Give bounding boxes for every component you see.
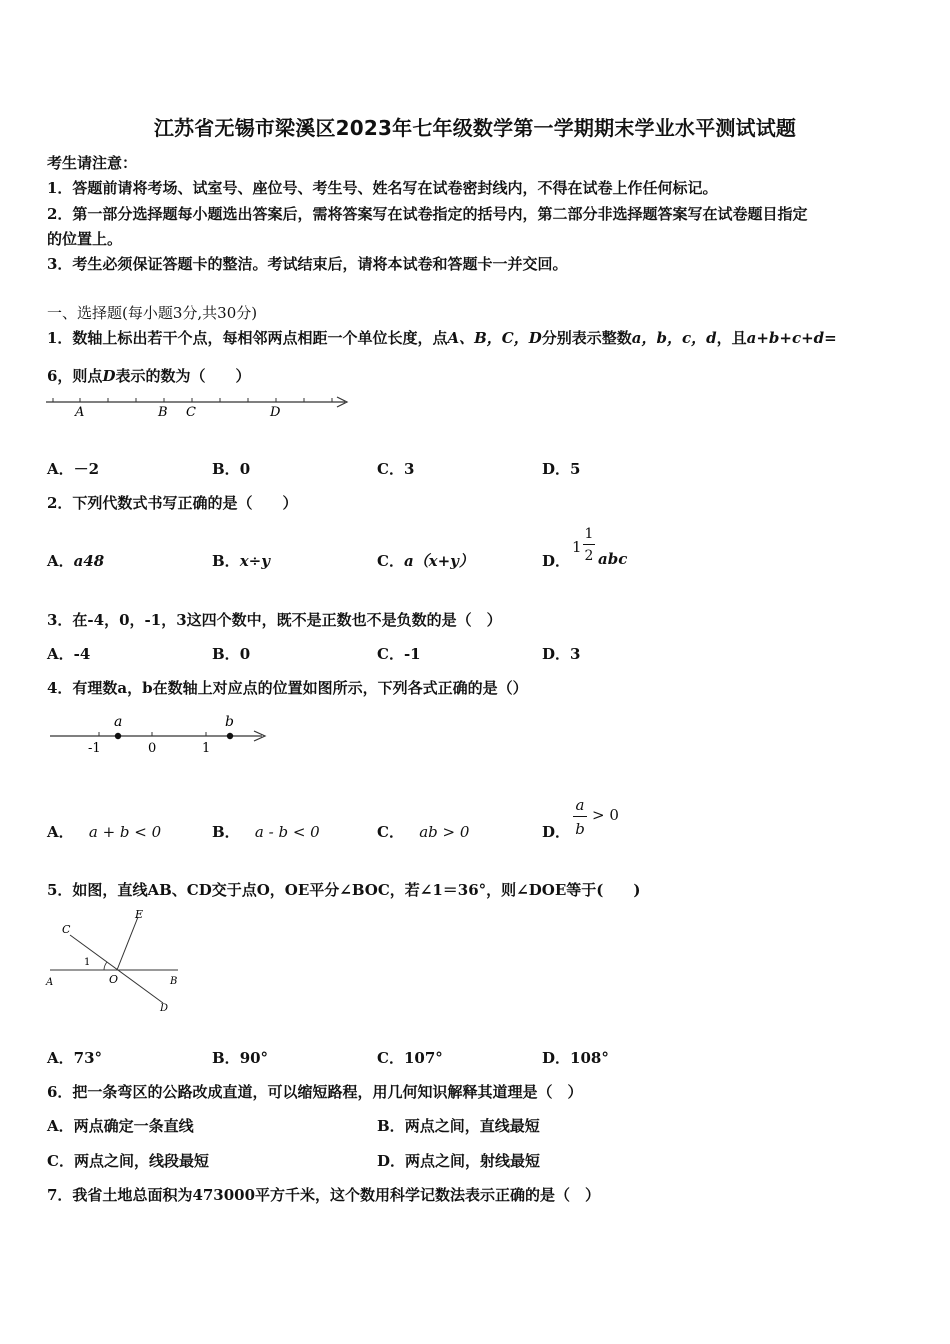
q5-option-c[interactable]: C．107° (377, 1049, 443, 1067)
q6-option-a[interactable]: A．两点确定一条直线 (47, 1117, 194, 1135)
q1-option-b[interactable]: B．0 (212, 460, 251, 478)
tick-label: 0 (148, 741, 157, 756)
q1-text: ，且 (716, 329, 747, 347)
notice-item: 3．考生必须保证答题卡的整洁。考试结束后，请将本试卷和答题卡一并交回。 (47, 255, 568, 273)
q3-option-b[interactable]: B．0 (212, 645, 251, 663)
q5-option-a[interactable]: A．73° (47, 1049, 103, 1067)
q1-stem-line1 (47, 327, 837, 348)
q1-text: 表示的数为（ ） (115, 367, 251, 385)
tick-label: -1 (88, 741, 101, 756)
fraction-numerator: a (575, 796, 585, 814)
fraction-numerator: 1 (584, 526, 594, 542)
label-b: b (225, 714, 234, 730)
page-title: 江苏省无锡市梁溪区2023年七年级数学第一学期期末学业水平测试试题 (153, 116, 797, 140)
q6-stem: 6．把一条弯区的公路改成直道，可以缩短路程，用几何知识解释其道理是（ ） (47, 1083, 583, 1101)
q4-option-d[interactable]: D． (542, 823, 571, 841)
q1-option-d[interactable]: D．5 (542, 460, 581, 478)
q1-text: 分别表示整数 (541, 329, 632, 347)
q1-option-c[interactable]: C．3 (377, 460, 415, 478)
label-a: a (114, 714, 123, 730)
q6-option-b[interactable]: B．两点之间，直线最短 (377, 1117, 540, 1135)
q4-option-a[interactable]: A． a + b < 0 (47, 823, 162, 841)
q7-stem: 7．我省土地总面积为473000平方千米，这个数用科学记数法表示正确的是（ ） (47, 1186, 601, 1204)
q1-number-line-figure (40, 390, 360, 424)
q3-option-a[interactable]: A．-4 (47, 645, 91, 663)
label-b: B (170, 976, 178, 987)
notice-item: 2．第一部分选择题每小题选出答案后，需将答案写在试卷指定的括号内，第二部分非选择题答案写在试卷题目指定 (47, 205, 808, 223)
tick-marks (53, 398, 332, 402)
label-d: D (160, 1003, 169, 1014)
q5-angle-figure (40, 905, 190, 1017)
label-angle-1: 1 (84, 957, 91, 968)
q4-option-c[interactable]: C． ab > 0 (377, 823, 470, 841)
section-heading: 一、选择题(每小题3分,共30分) (47, 304, 258, 322)
q3-stem: 3．在-4，0，-1，3这四个数中，既不是正数也不是负数的是（ ） (47, 611, 502, 629)
q4-option-b[interactable]: B． a - b < 0 (212, 823, 320, 841)
q5-stem: 5．如图，直线AB、CD交于点O，OE平分∠BOC，若∠1＝36°，则∠DOE等于( ) (47, 881, 641, 899)
q2-stem: 2．下列代数式书写正确的是（ ） (47, 494, 298, 512)
label-e: E (135, 908, 144, 921)
q2-mixed-fraction: 1 (572, 538, 582, 556)
tick-label: 1 (202, 741, 211, 756)
q4-stem: 4．有理数a，b在数轴上对应点的位置如图所示，下列各式正确的是（） (47, 679, 528, 697)
q1-points: A、B，C，D (447, 329, 542, 347)
label-c: C (62, 923, 71, 936)
q2-option-b[interactable]: B．x÷y (212, 552, 270, 570)
q4-option-d-tail: > 0 (592, 806, 619, 824)
q6-option-c[interactable]: C．两点之间，线段最短 (47, 1152, 209, 1170)
q3-option-c[interactable]: C．-1 (377, 645, 421, 663)
q1-equation: a+b+c+d= (746, 329, 837, 347)
q2-option-d-tail: abc (598, 550, 628, 568)
label-b: B (158, 405, 168, 420)
label-d: D (270, 405, 281, 420)
fraction-bar (583, 544, 595, 545)
line-cd (70, 935, 163, 1003)
q2-option-a[interactable]: A．a48 (47, 552, 105, 570)
ray-oe (117, 917, 138, 970)
q1-stem-line2 (47, 365, 250, 386)
point-b (227, 733, 233, 739)
q6-option-d[interactable]: D．两点之间，射线最短 (377, 1152, 541, 1170)
fraction-denominator: b (575, 820, 585, 838)
fraction-bar (573, 816, 587, 817)
fraction-denominator: 2 (584, 548, 594, 564)
q3-option-d[interactable]: D．3 (542, 645, 581, 663)
q1-point-d: D (102, 367, 116, 385)
label-o: O (109, 973, 119, 986)
notice-heading: 考生请注意： (47, 154, 138, 172)
q2-option-c[interactable]: C．a（x+y） (377, 552, 474, 570)
label-c: C (186, 405, 196, 420)
q5-option-d[interactable]: D．108° (542, 1049, 609, 1067)
q4-number-line-figure (44, 710, 276, 760)
q1-text: 1．数轴上标出若干个点，每相邻两点相距一个单位长度，点 (47, 329, 448, 347)
label-a: A (75, 405, 85, 420)
point-a (115, 733, 121, 739)
label-a: A (46, 977, 54, 988)
q2-option-d[interactable]: D． (542, 552, 571, 570)
notice-item: 的位置上。 (47, 230, 123, 248)
q5-option-b[interactable]: B．90° (212, 1049, 269, 1067)
q1-vars: a，b，c，d (631, 329, 717, 347)
angle-1-arc (104, 962, 107, 970)
q1-option-a[interactable]: A．－2 (47, 460, 100, 478)
notice-item: 1．答题前请将考场、试室号、座位号、考生号、姓名写在试卷密封线内，不得在试卷上作任何标记。 (47, 179, 718, 197)
q1-text: 6，则点 (47, 367, 103, 385)
